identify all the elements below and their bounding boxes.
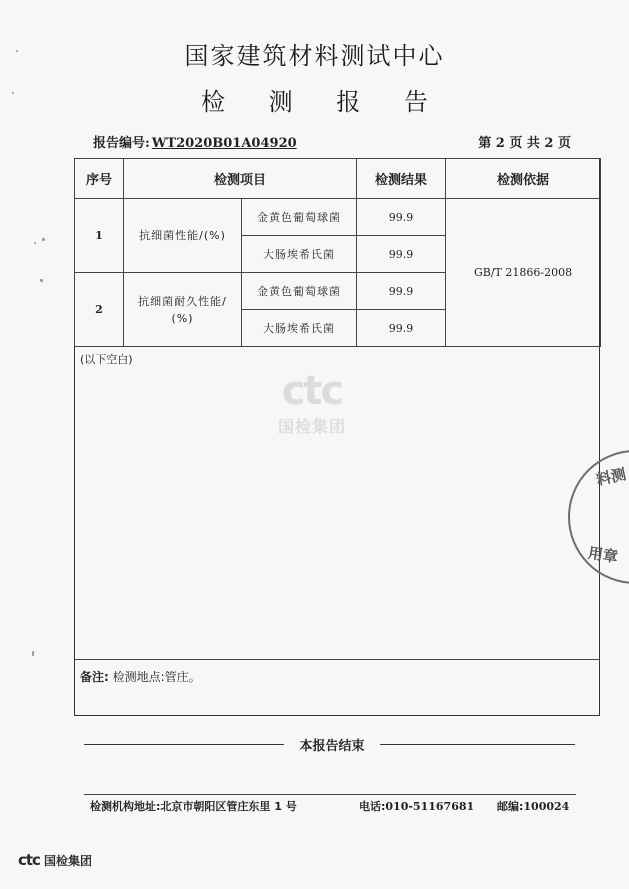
watermark-text: 国检集团 xyxy=(277,417,346,436)
watermark-logo: ctc xyxy=(281,368,343,414)
footer-address xyxy=(90,798,297,814)
table-header-row xyxy=(75,159,601,199)
row-organism: 金黄色葡萄球菌 xyxy=(242,199,357,236)
row-seq: 1 xyxy=(75,199,124,273)
zip-value: 100024 xyxy=(523,800,570,813)
end-rule-left xyxy=(84,744,284,745)
remarks-text: 检测地点:管庄。 xyxy=(112,670,201,684)
header-seq: 序号 xyxy=(75,159,124,199)
remarks-divider xyxy=(75,659,599,660)
address-value: 北京市朝阳区管庄东里 1 号 xyxy=(160,800,297,813)
end-of-report: 本报告结束 xyxy=(299,739,365,754)
report-number-value: WT2020B01A04920 xyxy=(151,136,297,151)
end-rule-right xyxy=(380,744,575,745)
header-item: 检测项目 xyxy=(124,159,357,199)
row-organism: 大肠埃希氏菌 xyxy=(242,310,357,347)
footer-zip xyxy=(497,798,569,814)
brand-footer xyxy=(18,850,92,869)
remarks xyxy=(80,668,201,685)
row-result: 99.9 xyxy=(357,199,446,236)
table-row xyxy=(75,199,601,236)
row-organism: 金黄色葡萄球菌 xyxy=(242,273,357,310)
row-item: 抗细菌性能/(%) xyxy=(124,199,242,273)
row-item-line2: (%) xyxy=(171,311,194,325)
footer-phone xyxy=(359,798,474,814)
row-item xyxy=(124,273,242,347)
ctc-watermark xyxy=(257,368,367,437)
row-result: 99.9 xyxy=(357,310,446,347)
address-label: 检测机构地址: xyxy=(90,800,161,813)
report-number xyxy=(93,132,297,151)
header-result: 检测结果 xyxy=(357,159,446,199)
organization-title: 国家建筑材料测试中心 xyxy=(184,42,445,70)
phone-value: 010-51167681 xyxy=(385,800,475,813)
document-title: 检 测 报 告 xyxy=(201,88,446,116)
test-basis: GB/T 21866-2008 xyxy=(446,199,601,347)
row-result: 99.9 xyxy=(357,273,446,310)
phone-label: 电话: xyxy=(359,800,386,813)
seal-text-top: 料测 xyxy=(594,465,628,489)
footer-divider xyxy=(84,794,576,795)
row-item-line1: 抗细菌耐久性能/ xyxy=(138,294,227,308)
remarks-label: 备注: xyxy=(80,670,109,684)
header-basis: 检测依据 xyxy=(446,159,601,199)
seal-text-bottom: 用章 xyxy=(586,543,620,566)
blank-note: (以下空白) xyxy=(80,353,133,366)
results-table xyxy=(74,158,601,347)
row-result: 99.9 xyxy=(357,236,446,273)
report-number-label: 报告编号: xyxy=(93,136,150,151)
row-seq: 2 xyxy=(75,273,124,347)
zip-label: 邮编: xyxy=(497,800,524,813)
page-info: 第 2 页 共 2 页 xyxy=(478,136,571,151)
row-organism: 大肠埃希氏菌 xyxy=(242,236,357,273)
brand-name: 国检集团 xyxy=(43,854,92,868)
ctc-logo: ctc xyxy=(18,851,40,869)
